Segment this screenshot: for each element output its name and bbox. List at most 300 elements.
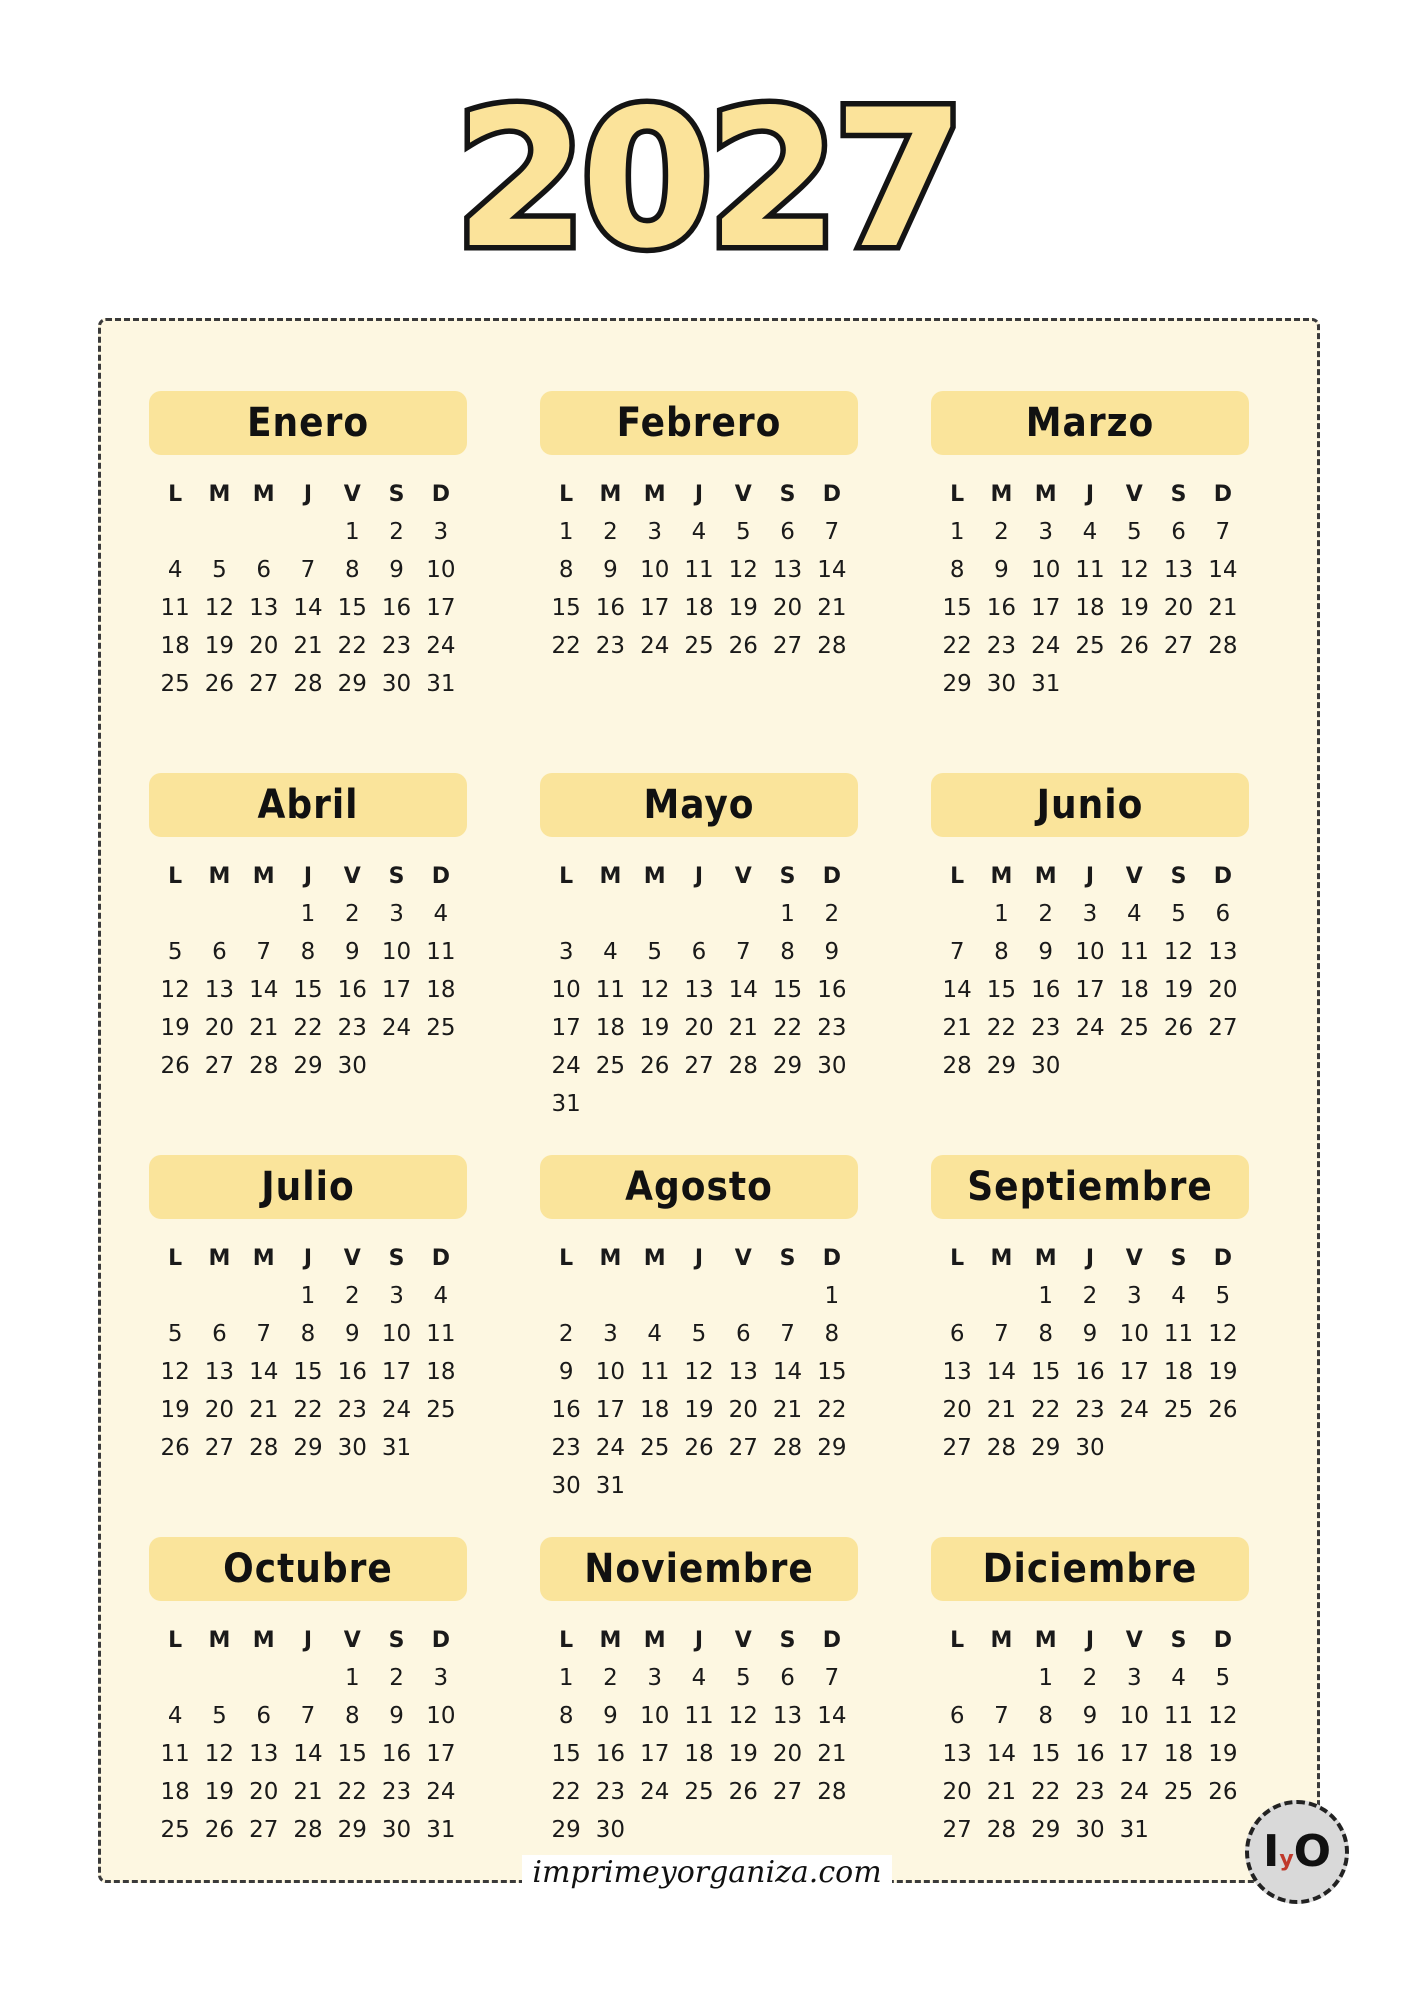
day-cell: 22 (772, 1015, 803, 1041)
day-cell: 3 (433, 519, 449, 545)
weekday-header: V (343, 1246, 361, 1271)
month-noviembre (540, 1537, 858, 1875)
weekday-header: D (1213, 1628, 1232, 1653)
weekday-header: S (1170, 864, 1187, 889)
day-cell: 19 (204, 633, 235, 659)
empty-cell (633, 895, 677, 933)
month-title: Febrero (540, 391, 858, 455)
day-cell: 25 (1119, 1015, 1149, 1041)
calendar-panel (98, 318, 1320, 1883)
day-cell: 18 (595, 1015, 626, 1041)
month-title: Septiembre (931, 1155, 1249, 1219)
day-cell: 24 (381, 1015, 412, 1041)
month-octubre (149, 1537, 467, 1875)
day-cell: 1 (1038, 1665, 1054, 1691)
weekday-header: S (1170, 482, 1187, 507)
day-cell: 2 (603, 1665, 618, 1691)
day-cell: 29 (337, 1817, 367, 1843)
day-cell: 2 (389, 1665, 404, 1691)
month-mayo (540, 773, 858, 1117)
day-cell: 29 (1031, 1435, 1061, 1461)
day-cell: 5 (1215, 1283, 1231, 1309)
website-label: imprimeyorganiza.com (522, 1855, 891, 1890)
day-cell: 17 (640, 595, 670, 621)
day-cell: 2 (344, 901, 360, 927)
day-cell: 10 (551, 977, 581, 1003)
day-cell: 15 (551, 1741, 581, 1767)
empty-cell (935, 895, 979, 933)
weekday-header: D (431, 1628, 450, 1653)
day-cell: 11 (160, 1741, 190, 1767)
day-cell: 4 (691, 1665, 707, 1691)
day-cell: 31 (426, 1817, 456, 1843)
day-cell: 29 (1031, 1817, 1061, 1843)
weekday-header: J (303, 1628, 313, 1653)
weekday-header: V (343, 482, 361, 507)
day-cell: 28 (249, 1435, 279, 1461)
day-cell: 13 (249, 1741, 279, 1767)
day-cell: 8 (344, 557, 360, 583)
weekday-header: V (734, 864, 752, 889)
day-cell: 30 (337, 1435, 367, 1461)
day-cell: 30 (1075, 1817, 1105, 1843)
day-cell: 29 (772, 1053, 803, 1079)
day-cell: 29 (986, 1053, 1017, 1079)
weekday-header: S (779, 864, 796, 889)
day-cell: 27 (1163, 633, 1194, 659)
day-cell: 29 (337, 671, 367, 697)
day-cell: 19 (160, 1397, 190, 1423)
year-title: 2027 (454, 69, 960, 290)
day-cell: 2 (344, 1283, 360, 1309)
day-cell: 25 (640, 1435, 670, 1461)
day-cell: 5 (1171, 901, 1186, 927)
weekday-header: D (1213, 1246, 1232, 1271)
day-cell: 18 (160, 633, 190, 659)
day-cell: 14 (249, 977, 279, 1003)
month-febrero (540, 391, 858, 729)
day-grid (931, 859, 1249, 1085)
day-cell: 21 (817, 595, 847, 621)
day-cell: 31 (1031, 671, 1061, 697)
day-cell: 22 (986, 1015, 1017, 1041)
day-grid (149, 859, 467, 1085)
day-cell: 6 (949, 1703, 965, 1729)
day-cell: 17 (1119, 1741, 1149, 1767)
weekday-header: J (694, 864, 704, 889)
empty-cell (935, 1277, 979, 1315)
weekday-header: L (950, 1246, 965, 1271)
day-cell: 5 (1126, 519, 1142, 545)
day-cell: 26 (728, 1779, 758, 1805)
weekday-header: M (643, 1628, 666, 1653)
day-cell: 14 (728, 977, 758, 1003)
day-cell: 1 (344, 1665, 360, 1691)
day-cell: 8 (300, 939, 316, 965)
month-title: Agosto (540, 1155, 858, 1219)
weekday-header: L (559, 482, 574, 507)
day-cell: 28 (249, 1053, 279, 1079)
day-cell: 17 (381, 1359, 412, 1385)
day-cell: 10 (1075, 939, 1105, 965)
day-cell: 9 (389, 557, 404, 583)
day-cell: 11 (160, 595, 190, 621)
day-cell: 16 (551, 1397, 581, 1423)
day-cell: 17 (381, 977, 412, 1003)
day-cell: 11 (1163, 1321, 1194, 1347)
day-cell: 7 (994, 1703, 1009, 1729)
day-cell: 13 (249, 595, 279, 621)
day-cell: 26 (728, 633, 758, 659)
day-cell: 14 (817, 557, 847, 583)
day-cell: 3 (647, 1665, 663, 1691)
month-title: Junio (931, 773, 1249, 837)
weekday-header: V (1125, 1628, 1143, 1653)
weekday-header: M (208, 1246, 231, 1271)
day-cell: 22 (293, 1015, 323, 1041)
day-cell: 23 (595, 1779, 626, 1805)
day-cell: 20 (728, 1397, 758, 1423)
day-cell: 9 (389, 1703, 404, 1729)
weekday-header: V (1125, 864, 1143, 889)
empty-cell (286, 513, 330, 551)
day-cell: 4 (167, 1703, 183, 1729)
empty-cell (677, 895, 721, 933)
day-cell: 1 (1038, 1283, 1054, 1309)
day-cell: 14 (986, 1359, 1017, 1385)
day-cell: 2 (994, 519, 1009, 545)
day-cell: 8 (1038, 1703, 1054, 1729)
empty-cell (197, 1277, 241, 1315)
weekday-header: J (694, 482, 704, 507)
day-cell: 9 (994, 557, 1009, 583)
day-cell: 12 (204, 595, 235, 621)
day-cell: 12 (640, 977, 670, 1003)
day-cell: 9 (824, 939, 840, 965)
day-cell: 8 (949, 557, 965, 583)
day-cell: 6 (780, 1665, 795, 1691)
day-cell: 18 (1163, 1359, 1194, 1385)
day-cell: 17 (1119, 1359, 1149, 1385)
day-cell: 11 (684, 557, 714, 583)
day-cell: 30 (381, 1817, 412, 1843)
weekday-header: V (1125, 1246, 1143, 1271)
day-cell: 31 (595, 1473, 626, 1499)
empty-cell (677, 1277, 721, 1315)
day-cell: 20 (772, 595, 803, 621)
day-cell: 28 (293, 671, 323, 697)
day-cell: 23 (551, 1435, 581, 1461)
day-cell: 16 (337, 977, 367, 1003)
empty-cell (935, 1659, 979, 1697)
day-cell: 18 (684, 1741, 714, 1767)
day-cell: 30 (337, 1053, 367, 1079)
day-cell: 24 (1119, 1397, 1149, 1423)
day-cell: 13 (204, 977, 235, 1003)
day-cell: 22 (551, 633, 581, 659)
day-cell: 28 (1208, 633, 1238, 659)
weekday-header: V (734, 1246, 752, 1271)
day-cell: 24 (426, 1779, 456, 1805)
day-cell: 16 (595, 595, 626, 621)
day-cell: 5 (212, 557, 227, 583)
day-cell: 28 (986, 1817, 1017, 1843)
day-cell: 1 (780, 901, 795, 927)
day-cell: 10 (640, 1703, 670, 1729)
day-cell: 3 (389, 1283, 404, 1309)
day-cell: 23 (337, 1015, 367, 1041)
day-cell: 7 (994, 1321, 1009, 1347)
day-cell: 30 (595, 1817, 626, 1843)
weekday-header: M (643, 1246, 666, 1271)
day-cell: 22 (1031, 1397, 1061, 1423)
day-cell: 18 (1163, 1741, 1194, 1767)
weekday-header: V (734, 482, 752, 507)
day-cell: 3 (389, 901, 404, 927)
day-cell: 1 (824, 1283, 840, 1309)
day-cell: 12 (684, 1359, 714, 1385)
day-cell: 14 (942, 977, 972, 1003)
logo-letter-right: O (1293, 1826, 1332, 1877)
empty-cell (721, 1277, 765, 1315)
month-abril (149, 773, 467, 1111)
day-cell: 6 (256, 557, 272, 583)
day-cell: 28 (986, 1435, 1017, 1461)
day-cell: 8 (558, 557, 574, 583)
day-cell: 21 (728, 1015, 758, 1041)
weekday-header: V (734, 1628, 752, 1653)
day-cell: 7 (735, 939, 751, 965)
day-cell: 26 (204, 1817, 235, 1843)
day-cell: 1 (344, 519, 360, 545)
day-cell: 9 (1082, 1321, 1098, 1347)
weekday-header: V (343, 864, 361, 889)
day-cell: 21 (986, 1397, 1017, 1423)
weekday-header: L (950, 864, 965, 889)
day-cell: 19 (1163, 977, 1194, 1003)
day-cell: 11 (684, 1703, 714, 1729)
month-julio (149, 1155, 467, 1493)
day-cell: 1 (300, 901, 316, 927)
day-cell: 23 (1075, 1397, 1105, 1423)
day-cell: 27 (728, 1435, 758, 1461)
day-cell: 16 (1075, 1359, 1105, 1385)
day-cell: 21 (293, 633, 323, 659)
day-cell: 8 (780, 939, 795, 965)
day-cell: 29 (293, 1053, 323, 1079)
day-cell: 9 (1038, 939, 1054, 965)
day-cell: 20 (249, 1779, 279, 1805)
day-cell: 4 (433, 1283, 449, 1309)
empty-cell (153, 895, 197, 933)
weekday-header: J (694, 1628, 704, 1653)
day-cell: 17 (640, 1741, 670, 1767)
day-cell: 30 (551, 1473, 581, 1499)
day-cell: 5 (735, 1665, 751, 1691)
day-cell: 13 (728, 1359, 758, 1385)
day-cell: 30 (1031, 1053, 1061, 1079)
day-cell: 3 (433, 1665, 449, 1691)
day-cell: 27 (249, 671, 279, 697)
day-cell: 16 (986, 595, 1017, 621)
day-cell: 11 (595, 977, 626, 1003)
day-cell: 24 (426, 633, 456, 659)
weekday-header: L (950, 482, 965, 507)
day-cell: 27 (942, 1435, 972, 1461)
day-cell: 25 (160, 671, 190, 697)
day-cell: 28 (817, 1779, 847, 1805)
day-cell: 7 (300, 1703, 316, 1729)
day-cell: 16 (817, 977, 847, 1003)
weekday-header: M (208, 864, 231, 889)
day-cell: 24 (1075, 1015, 1105, 1041)
day-cell: 25 (1163, 1779, 1194, 1805)
day-grid (149, 1241, 467, 1467)
day-cell: 17 (1031, 595, 1061, 621)
day-cell: 13 (942, 1741, 972, 1767)
day-cell: 8 (558, 1703, 574, 1729)
day-grid (540, 477, 858, 665)
day-cell: 25 (1075, 633, 1105, 659)
day-cell: 14 (772, 1359, 803, 1385)
day-cell: 30 (1075, 1435, 1105, 1461)
empty-cell (153, 1277, 197, 1315)
day-cell: 15 (337, 1741, 367, 1767)
day-cell: 4 (1126, 901, 1142, 927)
day-cell: 4 (433, 901, 449, 927)
weekday-header: S (388, 1246, 405, 1271)
month-septiembre (931, 1155, 1249, 1493)
month-title: Enero (149, 391, 467, 455)
day-cell: 23 (595, 633, 626, 659)
day-cell: 13 (772, 557, 803, 583)
weekday-header: J (1085, 482, 1095, 507)
day-cell: 5 (167, 939, 183, 965)
day-cell: 8 (1038, 1321, 1054, 1347)
empty-cell (544, 895, 588, 933)
day-cell: 25 (426, 1015, 456, 1041)
day-cell: 18 (1119, 977, 1149, 1003)
day-cell: 4 (691, 519, 707, 545)
weekday-header: S (779, 1628, 796, 1653)
day-cell: 2 (1082, 1283, 1098, 1309)
weekday-header: M (599, 864, 622, 889)
day-cell: 11 (426, 1321, 456, 1347)
day-cell: 22 (293, 1397, 323, 1423)
month-diciembre (931, 1537, 1249, 1875)
day-cell: 29 (551, 1817, 581, 1843)
day-grid (931, 1241, 1249, 1467)
day-cell: 26 (1208, 1779, 1238, 1805)
empty-cell (721, 895, 765, 933)
day-cell: 10 (1119, 1321, 1149, 1347)
day-cell: 12 (204, 1741, 235, 1767)
month-marzo (931, 391, 1249, 729)
day-cell: 23 (1031, 1015, 1061, 1041)
day-cell: 1 (994, 901, 1009, 927)
empty-cell (633, 1277, 677, 1315)
weekday-header: M (208, 1628, 231, 1653)
day-cell: 19 (1119, 595, 1149, 621)
day-cell: 21 (1208, 595, 1238, 621)
day-cell: 27 (204, 1053, 235, 1079)
day-cell: 22 (551, 1779, 581, 1805)
day-cell: 15 (293, 1359, 323, 1385)
empty-cell (153, 1659, 197, 1697)
day-cell: 17 (426, 1741, 456, 1767)
day-cell: 14 (1208, 557, 1238, 583)
day-cell: 1 (558, 1665, 574, 1691)
day-cell: 11 (640, 1359, 670, 1385)
day-cell: 6 (212, 939, 227, 965)
day-cell: 30 (986, 671, 1017, 697)
day-cell: 20 (204, 1397, 235, 1423)
weekday-header: L (168, 1628, 183, 1653)
weekday-header: J (1085, 1246, 1095, 1271)
day-cell: 3 (558, 939, 574, 965)
day-cell: 3 (603, 1321, 618, 1347)
day-cell: 14 (249, 1359, 279, 1385)
day-cell: 8 (300, 1321, 316, 1347)
day-cell: 8 (824, 1321, 840, 1347)
day-cell: 13 (204, 1359, 235, 1385)
weekday-header: M (252, 482, 275, 507)
logo-letter-mid: y (1279, 1847, 1294, 1872)
weekday-header: D (822, 482, 841, 507)
weekday-header: S (388, 482, 405, 507)
day-cell: 18 (426, 977, 456, 1003)
empty-cell (588, 895, 632, 933)
day-cell: 30 (817, 1053, 847, 1079)
day-cell: 23 (337, 1397, 367, 1423)
day-cell: 19 (1208, 1741, 1238, 1767)
day-cell: 29 (817, 1435, 847, 1461)
empty-cell (153, 513, 197, 551)
weekday-header: D (431, 864, 450, 889)
weekday-header: J (1085, 1628, 1095, 1653)
day-cell: 7 (1215, 519, 1231, 545)
day-cell: 15 (551, 595, 581, 621)
day-cell: 14 (293, 1741, 323, 1767)
day-cell: 6 (1215, 901, 1231, 927)
day-cell: 13 (1208, 939, 1238, 965)
empty-cell (197, 895, 241, 933)
day-cell: 27 (204, 1435, 235, 1461)
day-cell: 24 (595, 1435, 626, 1461)
empty-cell (979, 1659, 1023, 1697)
day-cell: 8 (994, 939, 1009, 965)
day-cell: 6 (735, 1321, 751, 1347)
day-cell: 14 (293, 595, 323, 621)
weekday-header: S (388, 1628, 405, 1653)
day-cell: 18 (684, 595, 714, 621)
day-cell: 29 (942, 671, 972, 697)
website-footer (0, 1855, 1414, 1890)
day-cell: 10 (1119, 1703, 1149, 1729)
month-title: Octubre (149, 1537, 467, 1601)
day-cell: 19 (728, 595, 758, 621)
day-cell: 9 (344, 1321, 360, 1347)
day-cell: 20 (684, 1015, 714, 1041)
empty-cell (197, 1659, 241, 1697)
month-agosto (540, 1155, 858, 1499)
day-grid (149, 477, 467, 703)
month-title: Diciembre (931, 1537, 1249, 1601)
day-cell: 10 (426, 1703, 456, 1729)
month-junio (931, 773, 1249, 1111)
day-cell: 20 (204, 1015, 235, 1041)
day-cell: 27 (1208, 1015, 1238, 1041)
